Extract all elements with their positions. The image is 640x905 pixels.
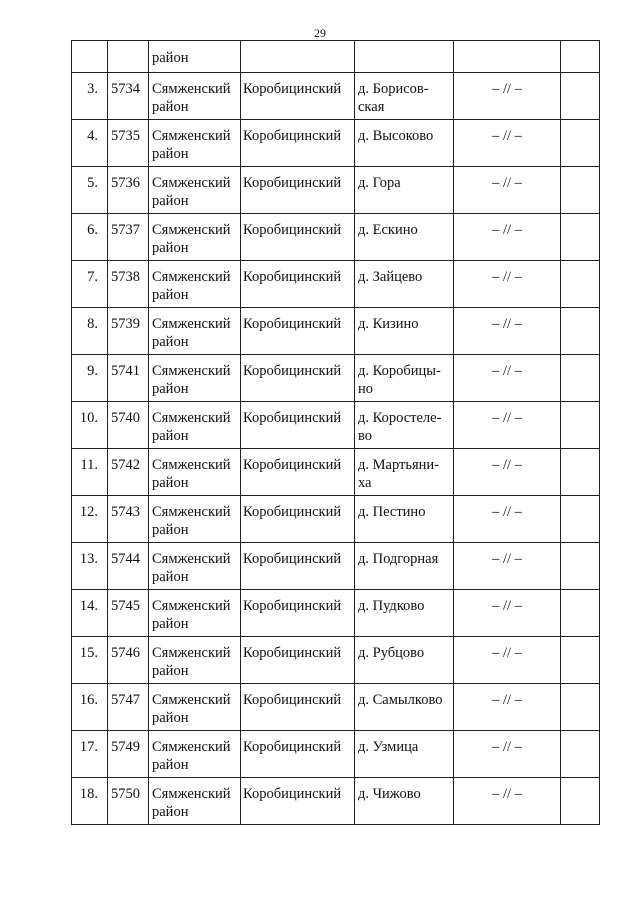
district-line-1: Сямженский [152, 551, 231, 567]
district-line-1: Сямженский [152, 457, 231, 473]
cell-settlement: Коробицинский [241, 637, 355, 684]
district-line-1: Сямженский [152, 692, 231, 708]
table-row [72, 355, 600, 402]
cell-num: 18. [72, 778, 108, 825]
district-line-2: район [152, 193, 189, 209]
table-row [72, 449, 600, 496]
district-line-2: район [152, 428, 189, 444]
cell-code: 5741 [108, 355, 149, 402]
cell-empty [561, 496, 600, 543]
cell-district [149, 778, 241, 825]
district-line-1: Сямженский [152, 81, 231, 97]
cell-note: – // – [454, 402, 561, 449]
table-row [72, 214, 600, 261]
locality-line-1: д. Пудково [358, 598, 425, 614]
cell-district [149, 167, 241, 214]
district-line-1: Сямженский [152, 786, 231, 802]
cell-district [149, 637, 241, 684]
locality-line-1: д. Ескино [358, 222, 418, 238]
district-line-2: район [152, 146, 189, 162]
locality-line-2: во [358, 428, 372, 444]
cell-code: 5740 [108, 402, 149, 449]
cell-district [149, 402, 241, 449]
cell-empty [561, 778, 600, 825]
table-row [72, 590, 600, 637]
cell-num: 11. [72, 449, 108, 496]
locality-line-1: д. Пестино [358, 504, 426, 520]
cell-num: 7. [72, 261, 108, 308]
cell-num: 4. [72, 120, 108, 167]
cell-num: 6. [72, 214, 108, 261]
table-row [72, 496, 600, 543]
cell-code: 5737 [108, 214, 149, 261]
cell-settlement [241, 41, 355, 73]
cell-district [149, 261, 241, 308]
cell-settlement: Коробицинский [241, 778, 355, 825]
cell-code: 5750 [108, 778, 149, 825]
district-line-2: район [152, 569, 189, 585]
cell-note: – // – [454, 308, 561, 355]
district-line-1: Сямженский [152, 363, 231, 379]
cell-locality [355, 543, 454, 590]
cell-settlement: Коробицинский [241, 590, 355, 637]
cell-locality [355, 120, 454, 167]
district-line-1: Сямженский [152, 316, 231, 332]
cell-locality [355, 496, 454, 543]
cell-empty [561, 73, 600, 120]
district-line-1: Сямженский [152, 128, 231, 144]
cell-district [149, 449, 241, 496]
locality-line-2: ская [358, 99, 385, 115]
cell-district [149, 73, 241, 120]
table-row [72, 261, 600, 308]
cell-num [72, 41, 108, 73]
district-line-2: район [152, 475, 189, 491]
cell-empty [561, 214, 600, 261]
district-line-1: Сямженский [152, 410, 231, 426]
locality-line-1: д. Самылково [358, 692, 443, 708]
cell-settlement: Коробицинский [241, 402, 355, 449]
cell-note: – // – [454, 214, 561, 261]
cell-empty [561, 449, 600, 496]
cell-num: 15. [72, 637, 108, 684]
cell-note: – // – [454, 120, 561, 167]
locality-line-1: д. Высоково [358, 128, 434, 144]
cell-note: – // – [454, 73, 561, 120]
cell-num: 13. [72, 543, 108, 590]
cell-note: – // – [454, 637, 561, 684]
cell-note: – // – [454, 355, 561, 402]
table-row [72, 308, 600, 355]
cell-empty [561, 684, 600, 731]
district-line-1: Сямженский [152, 222, 231, 238]
cell-empty [561, 41, 600, 73]
cell-locality [355, 778, 454, 825]
table-row [72, 778, 600, 825]
locality-line-1: д. Коростеле- [358, 410, 442, 426]
cell-settlement: Коробицинский [241, 543, 355, 590]
cell-empty [561, 590, 600, 637]
district-line-1: Сямженский [152, 598, 231, 614]
locality-line-1: д. Кизино [358, 316, 419, 332]
cell-empty [561, 120, 600, 167]
cell-empty [561, 355, 600, 402]
cell-note: – // – [454, 496, 561, 543]
cell-locality [355, 261, 454, 308]
cell-code: 5744 [108, 543, 149, 590]
table-row [72, 543, 600, 590]
table-row [72, 402, 600, 449]
cell-code: 5734 [108, 73, 149, 120]
cell-note: – // – [454, 261, 561, 308]
cell-code: 5736 [108, 167, 149, 214]
cell-code: 5746 [108, 637, 149, 684]
cell-district [149, 120, 241, 167]
cell-note: – // – [454, 449, 561, 496]
district-line-2: район [152, 663, 189, 679]
district-line-1: Сямженский [152, 504, 231, 520]
table-row [72, 73, 600, 120]
cell-locality [355, 449, 454, 496]
cell-code: 5739 [108, 308, 149, 355]
cell-code: 5735 [108, 120, 149, 167]
cell-code: 5749 [108, 731, 149, 778]
cell-code: 5743 [108, 496, 149, 543]
district-line-1: Сямженский [152, 175, 231, 191]
cell-district [149, 590, 241, 637]
cell-settlement: Коробицинский [241, 167, 355, 214]
cell-num: 12. [72, 496, 108, 543]
cell-locality [355, 41, 454, 73]
cell-num: 16. [72, 684, 108, 731]
locality-line-1: д. Узмица [358, 739, 419, 755]
cell-note: – // – [454, 731, 561, 778]
district-line-1: Сямженский [152, 269, 231, 285]
locality-line-1: д. Гора [358, 175, 401, 191]
district-line-1: Сямженский [152, 739, 231, 755]
district-line-2: район [152, 99, 189, 115]
cell-settlement: Коробицинский [241, 496, 355, 543]
cell-empty [561, 543, 600, 590]
cell-empty [561, 402, 600, 449]
table-row [72, 637, 600, 684]
district-line-2: район [152, 616, 189, 632]
cell-locality [355, 402, 454, 449]
cell-num: 3. [72, 73, 108, 120]
cell-empty [561, 308, 600, 355]
cell-locality [355, 167, 454, 214]
locality-line-1: д. Мартьяни- [358, 457, 439, 473]
cell-district [149, 684, 241, 731]
cell-district [149, 496, 241, 543]
cell-num: 8. [72, 308, 108, 355]
cell-settlement: Коробицинский [241, 73, 355, 120]
cell-locality [355, 214, 454, 261]
district-line-2: район [152, 381, 189, 397]
locality-line-1: д. Рубцово [358, 645, 425, 661]
district-line-1: Сямженский [152, 645, 231, 661]
district-line-2: район [152, 287, 189, 303]
district-line-2: район [152, 804, 189, 820]
cell-empty [561, 731, 600, 778]
cell-settlement: Коробицинский [241, 684, 355, 731]
cell-num: 9. [72, 355, 108, 402]
cell-num: 5. [72, 167, 108, 214]
district-line-2: район [152, 757, 189, 773]
locality-line-1: д. Борисов- [358, 81, 429, 97]
cell-code: 5747 [108, 684, 149, 731]
locality-line-2: но [358, 381, 374, 397]
table-row [72, 684, 600, 731]
cell-locality [355, 308, 454, 355]
cell-note [454, 41, 561, 73]
cell-num: 17. [72, 731, 108, 778]
cell-locality [355, 590, 454, 637]
settlements-table [71, 40, 600, 825]
table-row [72, 167, 600, 214]
cell-code: 5745 [108, 590, 149, 637]
cell-settlement: Коробицинский [241, 355, 355, 402]
cell-locality [355, 73, 454, 120]
cell-settlement: Коробицинский [241, 214, 355, 261]
locality-line-1: д. Подгорная [358, 551, 439, 567]
page-number: 29 [314, 26, 326, 40]
cell-num: 10. [72, 402, 108, 449]
cell-note: – // – [454, 543, 561, 590]
locality-line-1: д. Зайцево [358, 269, 423, 285]
cell-note: – // – [454, 590, 561, 637]
cell-settlement: Коробицинский [241, 120, 355, 167]
locality-line-1: д. Чижово [358, 786, 421, 802]
cell-note: – // – [454, 167, 561, 214]
cell-code: 5738 [108, 261, 149, 308]
cell-locality [355, 731, 454, 778]
locality-line-1: д. Коробицы- [358, 363, 441, 379]
cell-note: – // – [454, 778, 561, 825]
cell-settlement: Коробицинский [241, 449, 355, 496]
cell-empty [561, 637, 600, 684]
cell-locality [355, 637, 454, 684]
district-line-2: район [152, 240, 189, 256]
cell-code: 5742 [108, 449, 149, 496]
cell-note: – // – [454, 684, 561, 731]
table-row [72, 731, 600, 778]
table-row-continuation [72, 41, 600, 73]
cell-empty [561, 167, 600, 214]
district-line-2: район [152, 522, 189, 538]
cell-settlement: Коробицинский [241, 731, 355, 778]
cell-district [149, 214, 241, 261]
table-row [72, 120, 600, 167]
cell-empty [561, 261, 600, 308]
cell-district: район [149, 41, 241, 73]
cell-district [149, 308, 241, 355]
cell-district [149, 355, 241, 402]
cell-locality [355, 355, 454, 402]
cell-settlement: Коробицинский [241, 308, 355, 355]
district-line-2: район [152, 334, 189, 350]
cell-district [149, 543, 241, 590]
district-line-2: район [152, 710, 189, 726]
cell-district [149, 731, 241, 778]
locality-line-2: ха [358, 475, 372, 491]
cell-locality [355, 684, 454, 731]
cell-num: 14. [72, 590, 108, 637]
cell-settlement: Коробицинский [241, 261, 355, 308]
cell-code [108, 41, 149, 73]
